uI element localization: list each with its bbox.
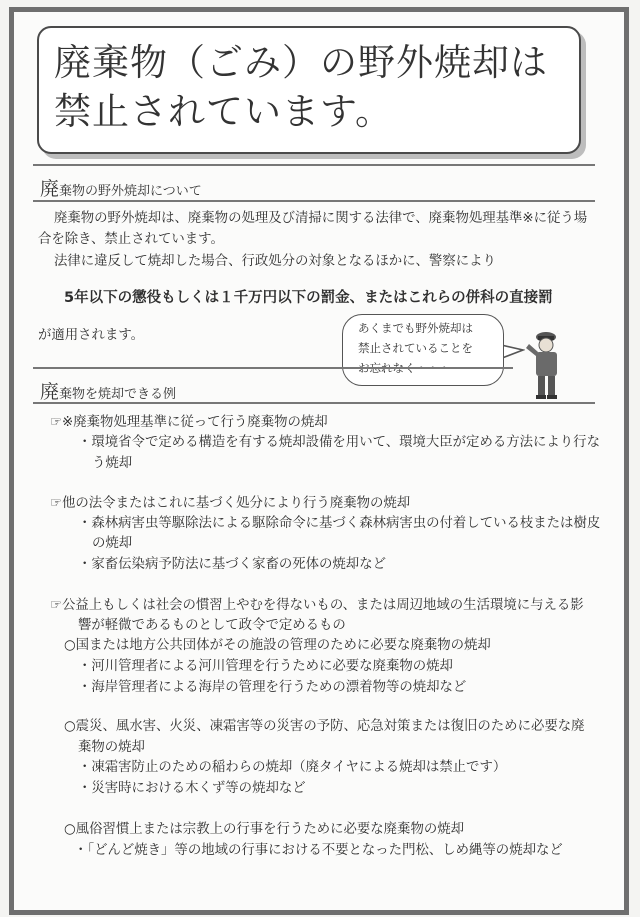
page-title	[54, 38, 574, 136]
section1-bottom-rule	[33, 200, 595, 202]
section1-top-rule	[33, 164, 595, 166]
section1-heading-text: 棄物の野外焼却について	[59, 184, 202, 199]
case3-title-line2: 響が軽微であるものとして政令で定めるもの	[78, 618, 346, 633]
case3-sub1: ○国または地方公共団体がその施設の管理のために必要な廃棄物の焼却	[64, 638, 491, 653]
case3-sub3: ○風俗習慣上または宗教上の行事を行うために必要な廃棄物の焼却	[64, 822, 465, 837]
section1-para1-line2: 合を除き、禁止されています。	[38, 232, 224, 247]
title-line-2: 禁止されています。	[54, 90, 394, 133]
section1-heading-initial: 廃	[40, 178, 60, 200]
case3-sub2-line2: 棄物の焼却	[78, 740, 145, 755]
case2-title: ☞他の法令またはこれに基づく処分により行う廃棄物の焼却	[50, 496, 411, 511]
case2-bullet2: ・家畜伝染病予防法に基づく家畜の死体の焼却など	[78, 557, 386, 572]
section2-heading	[40, 377, 176, 404]
bubble-line-3: お忘れなく・・・	[358, 361, 450, 375]
police-officer-illustration	[520, 328, 566, 400]
case1-bullet1-line2: う焼却	[92, 456, 133, 471]
section2-heading-initial: 廃	[40, 381, 60, 403]
section2-top-rule	[33, 367, 513, 369]
case3-sub1-bullet1: ・河川管理者による河川管理を行うために必要な廃棄物の焼却	[78, 659, 453, 674]
case3-sub3-bullet1: ・「どんど焼き」等の地域の行事における不要となった門松、しめ縄等の焼却など	[74, 843, 563, 858]
speech-bubble-text	[358, 318, 473, 378]
bubble-line-1: あくまでも野外焼却は	[358, 321, 473, 335]
section1-para1-line1: 廃棄物の野外焼却は、廃棄物の処理及び清掃に関する法律で、廃棄物処理基準※に従う場	[54, 211, 588, 226]
section1-applied: が適用されます。	[38, 328, 145, 343]
case3-title-line1: ☞公益上もしくは社会の慣習上やむを得ないもの、または周辺地域の生活環境に与える影	[50, 598, 584, 613]
case1-title: ☞※廃棄物処理基準に従って行う廃棄物の焼却	[50, 415, 328, 430]
case3-sub2-line1: ○震災、風水害、火災、凍霜害等の災害の予防、応急対策または復旧のために必要な廃	[64, 719, 585, 734]
title-line-1: 廃棄物（ごみ）の野外焼却は	[54, 41, 548, 84]
case3-sub1-bullet2: ・海岸管理者による海岸の管理を行うための漂着物等の焼却など	[78, 680, 467, 695]
case3-sub2-bullet2: ・災害時における木くず等の焼却など	[78, 781, 306, 796]
case1-bullet1-line1: ・環境省令で定める構造を有する焼却設備を用いて、環境大臣が定める方法により行な	[78, 435, 600, 450]
section2-heading-text: 棄物を焼却できる例	[59, 387, 177, 402]
case2-bullet1-line1: ・森林病害虫等駆除法による駆除命令に基づく森林病害虫の付着している枝または樹皮	[78, 516, 601, 531]
section2-bottom-rule	[33, 402, 595, 404]
section1-heading	[40, 174, 202, 201]
case2-bullet1-line2: の焼却	[92, 536, 133, 551]
penalty-text: 5年以下の懲役もしくは１千万円以下の罰金、またはこれらの併科の直接罰	[64, 290, 553, 306]
bubble-line-2: 禁止されていることを	[358, 341, 473, 355]
case3-sub2-bullet1: ・凍霜害防止のための稲わらの焼却（廃タイヤによる焼却は禁止です）	[78, 760, 507, 775]
section1-para2: 法律に違反して焼却した場合、行政処分の対象となるほかに、警察により	[54, 254, 496, 269]
